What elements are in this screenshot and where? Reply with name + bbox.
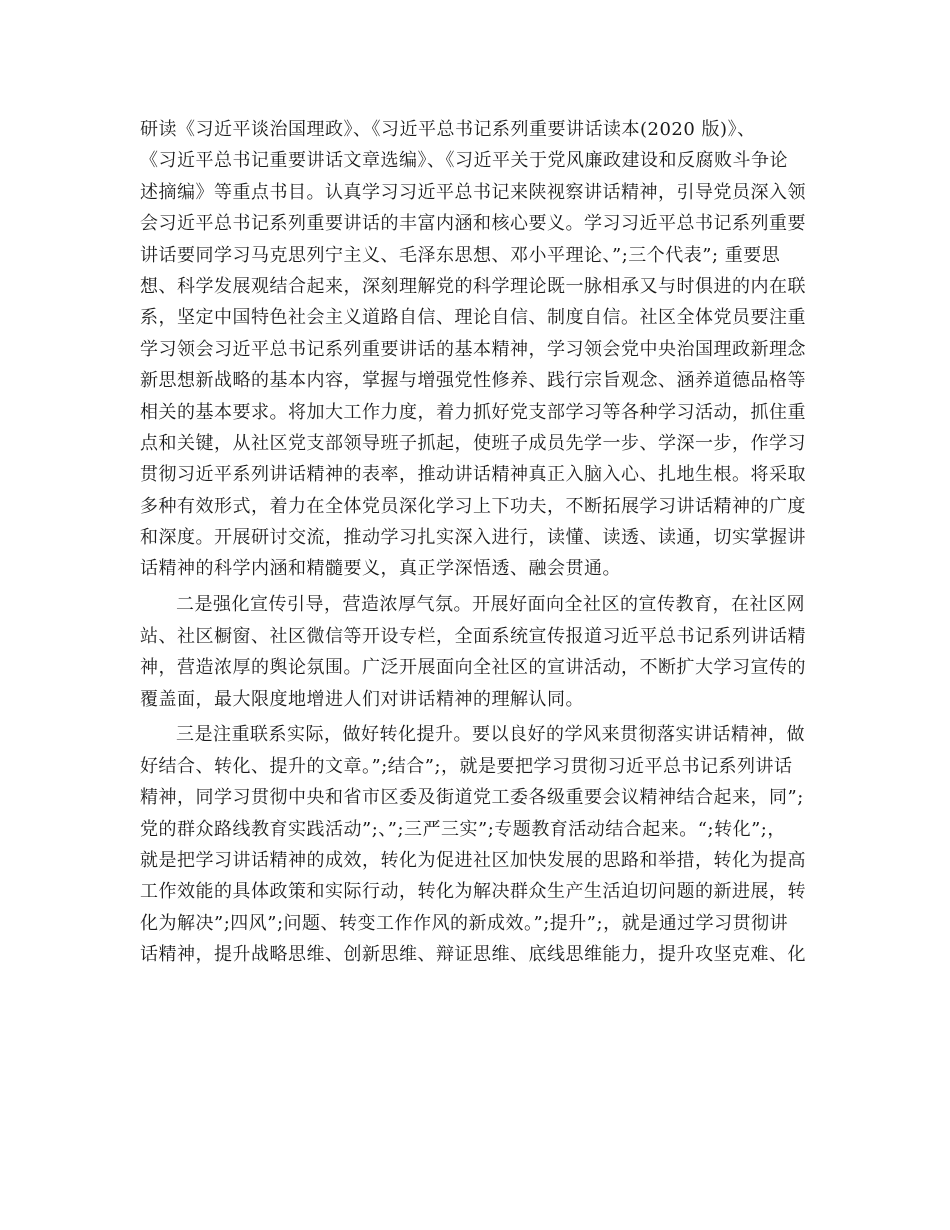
text-line: 二是强化宣传引导，营造浓厚气氛。开展好面向全社区的宣传教育，在社区网 [176,594,805,616]
text-line: 述摘编》等重点书目。认真学习习近平总书记来陕视察讲话精神，引导党员深入领 [140,181,806,203]
text-line: 精神，同学习贯彻中央和省市区委及街道党工委各级重要会议精神结合起来，同”; [140,787,804,809]
paragraph-3 [140,719,820,970]
text-line: 话精神，提升战略思维、创新思维、辩证思维、底线思维能力，提升攻坚克难、化 [140,944,806,966]
text-line: 想、科学发展观结合起来，深刻理解党的科学理论既一脉相承又与时俱进的内在联 [140,275,806,297]
document-body [140,114,820,975]
text-line: 贯彻习近平系列讲话精神的表率，推动讲话精神真正入脑入心、扎地生根。将采取 [140,464,806,486]
text-line: 就是把学习讲话精神的成效，转化为促进社区加快发展的思路和举措，转化为提高 [140,849,806,871]
paragraph-2 [140,589,820,715]
text-line: 点和关键，从社区党支部领导班子抓起，使班子成员先学一步、学深一步，作学习 [140,432,806,454]
paragraph-1 [140,114,820,585]
text-line: 好结合、转化、提升的文章。”;结合”;，就是要把学习贯彻习近平总书记系列讲话 [140,755,793,777]
text-line: 化为解决”;四风”;问题、转变工作作风的新成效。”;提升”;，就是通过学习贯彻讲 [140,912,789,934]
text-line: 讲话要同学习马克思列宁主义、毛泽东思想、邓小平理论、”;三个代表”; 重要思 [140,244,781,266]
text-line: 工作效能的具体政策和实际行动，转化为解决群众生产生活迫切问题的新进展，转 [140,881,806,903]
text-line: 学习领会习近平总书记系列重要讲话的基本精神，学习领会党中央治国理政新理念 [140,338,806,360]
text-line: 《习近平总书记重要讲话文章选编》、《习近平关于党风廉政建设和反腐败斗争论 [140,150,788,172]
text-line: 多种有效形式，着力在全体党员深化学习上下功夫，不断拓展学习讲话精神的广度 [140,495,806,517]
text-line: 相关的基本要求。将加大工作力度，着力抓好党支部学习等各种学习活动，抓住重 [140,401,806,423]
text-line: 党的群众路线教育实践活动”;、”;三严三实”;专题教育活动结合起来。“;转化”;， [140,818,786,840]
text-line: 研读《习近平谈治国理政》、《习近平总书记系列重要讲话读本(2020 版)》、 [140,119,756,140]
text-line: 系，坚定中国特色社会主义道路自信、理论自信、制度自信。社区全体党员要注重 [140,307,806,329]
text-line: 话精神的科学内涵和精髓要义，真正学深悟透、融会贯通。 [140,558,621,580]
text-line: 神，营造浓厚的舆论氛围。广泛开展面向全社区的宣讲活动，不断扩大学习宣传的 [140,657,806,679]
text-line: 覆盖面，最大限度地增进人们对讲话精神的理解认同。 [140,688,584,710]
text-line: 和深度。开展研讨交流，推动学习扎实深入进行，读懂、读透、读通，切实掌握讲 [140,527,806,549]
text-line: 新思想新战略的基本内容，掌握与增强党性修养、践行宗旨观念、涵养道德品格等 [140,370,806,392]
text-line: 会习近平总书记系列重要讲话的丰富内涵和核心要义。学习习近平总书记系列重要 [140,213,806,235]
text-line: 三是注重联系实际，做好转化提升。要以良好的学风来贯彻落实讲话精神，做 [176,724,805,746]
text-line: 站、社区橱窗、社区微信等开设专栏，全面系统宣传报道习近平总书记系列讲话精 [140,625,806,647]
